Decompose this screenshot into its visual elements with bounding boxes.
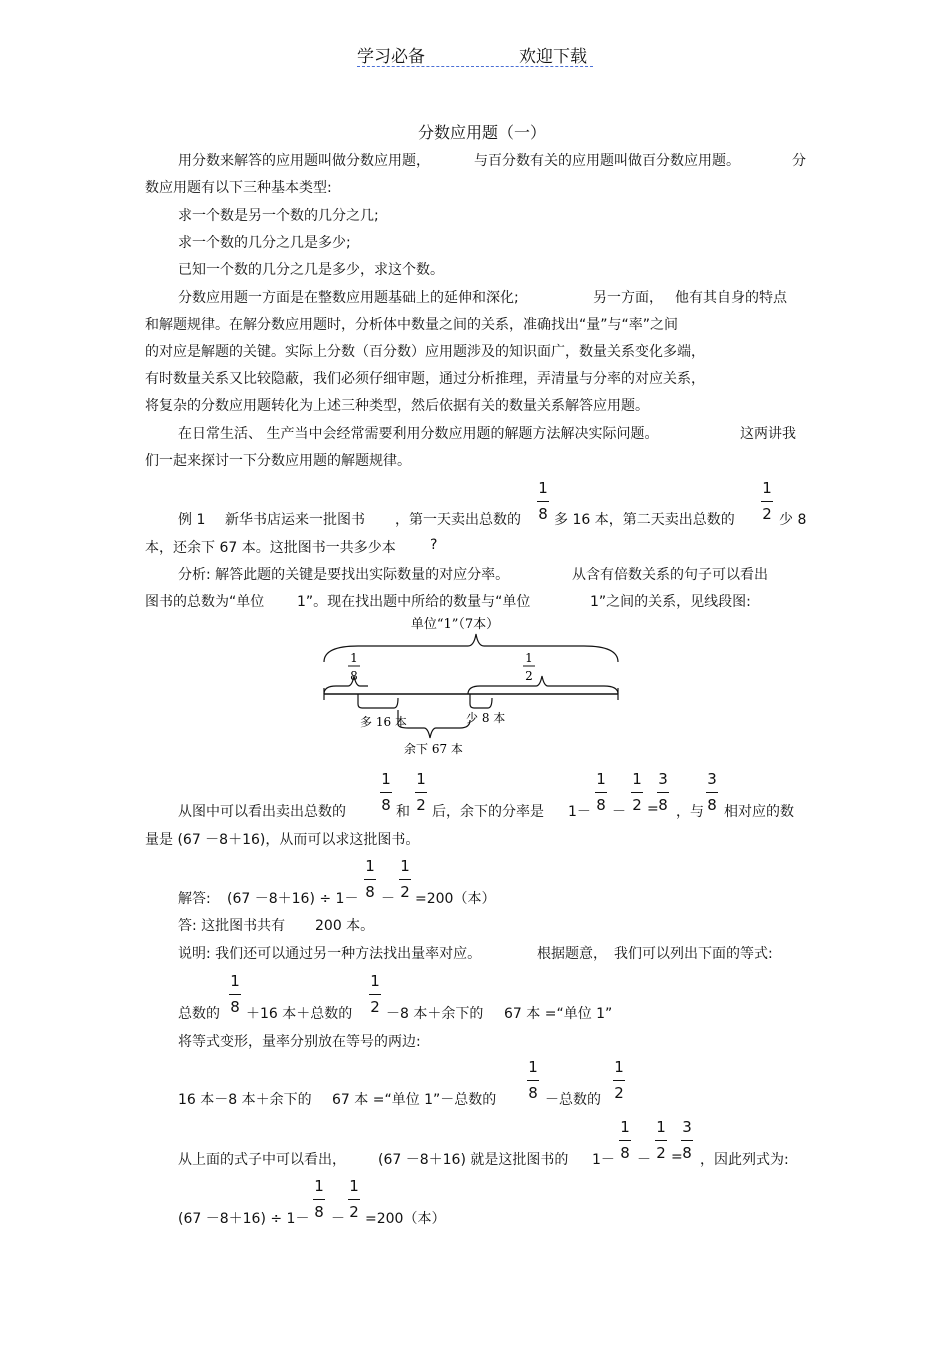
numerator: 1 (314, 1177, 324, 1195)
analysis-text: 1”之间的关系，见线段图: (590, 594, 751, 610)
fraction-1-8 (379, 771, 393, 814)
example-label: 例 1 (178, 512, 206, 528)
body-text: 和 (396, 804, 410, 820)
fraction-1-2 (368, 973, 382, 1016)
denominator: 8 (365, 883, 375, 901)
denominator: 2 (632, 796, 642, 814)
equation-text: － (331, 1211, 345, 1227)
answer-text: － (381, 891, 395, 907)
fraction-1-8 (228, 973, 242, 1016)
numerator: 1 (370, 972, 380, 990)
example-text: ? (430, 537, 438, 553)
fraction-1-8 (594, 771, 608, 814)
rest-brace (398, 710, 470, 738)
body-text: 相对应的数 (724, 804, 794, 820)
body-text: 1－ (568, 804, 591, 820)
numerator: 1 (632, 770, 642, 788)
header-right: 欢迎下载 (519, 47, 587, 67)
equation-text: － (637, 1152, 651, 1168)
intro-text: 的对应是解题的关键。实际上分数（百分数）应用题涉及的知识面广，数量关系变化多端， (145, 344, 705, 360)
denominator: 8 (596, 796, 606, 814)
body-text: － (612, 804, 626, 820)
numerator: 1 (381, 770, 391, 788)
denominator: 8 (658, 796, 668, 814)
fraction-1-2 (347, 1178, 361, 1221)
note-text: 我们可以列出下面的等式: (614, 946, 773, 962)
eighth-brace (324, 676, 368, 694)
denominator: 2 (656, 1144, 666, 1162)
intro-text: 有时数量关系又比较隐蔽，我们必须仔细审题，通过分析推理，弄清量与分率的对应关系， (145, 371, 705, 387)
fraction-1-2 (654, 1119, 668, 1162)
denominator: 2 (349, 1203, 359, 1221)
numerator: 3 (682, 1118, 692, 1136)
answer-text: 答: 这批图书共有 (178, 918, 286, 934)
numerator: 1 (596, 770, 606, 788)
example-text: 少 8 (779, 512, 807, 528)
numerator: 1 (416, 770, 426, 788)
denominator: 8 (682, 1144, 692, 1162)
fraction-1-2 (760, 480, 774, 523)
rest-label: 余下 67 本 (404, 742, 463, 756)
numerator: 1 (762, 479, 772, 497)
segment-diagram (318, 612, 624, 762)
intro-text: 分数应用题一方面是在整数应用题基础上的延伸和深化; (178, 290, 519, 306)
denominator: 8 (707, 796, 717, 814)
fraction-1-2 (414, 771, 428, 814)
numerator: 3 (707, 770, 717, 788)
intro-text: 分 (792, 153, 806, 169)
fraction-3-8 (705, 771, 719, 814)
denominator: 8 (528, 1084, 538, 1102)
numerator: 1 (614, 1058, 624, 1076)
fraction-1-8 (536, 480, 550, 523)
denominator: 8 (620, 1144, 630, 1162)
page-header (357, 42, 593, 67)
diagram-top-label: 单位“1”（7本） (410, 617, 500, 632)
intro-text: 和解题规律。在解分数应用题时，分析体中数量之间的关系，准确找出“量”与“率”之间 (145, 317, 679, 333)
diagram-frac-num: 1 (525, 651, 533, 665)
intro-text: 在日常生活、 生产当中会经常需要利用分数应用题的解题方法解决实际问题。 (178, 426, 659, 442)
analysis-text: 图书的总数为“单位 (145, 594, 265, 610)
example-text: 本，还余下 67 本。这批图书一共多少本 (145, 540, 396, 556)
intro-text: 他有其自身的特点 (675, 290, 787, 306)
analysis-text: 分析: 解答此题的关键是要找出实际数量的对应分率。 (178, 567, 510, 583)
analysis-text: 1”。现在找出题中所给的数量与“单位 (297, 594, 531, 610)
header-left: 学习必备 (357, 47, 425, 67)
equation-text: ＋16 本＋总数的 (246, 1006, 353, 1022)
note-text: 从上面的式子中可以看出， (178, 1152, 346, 1168)
fraction-1-2 (612, 1059, 626, 1102)
numerator: 3 (658, 770, 668, 788)
note-text: 说明: 我们还可以通过另一种方法找出量率对应。 (178, 946, 482, 962)
less-bracket (470, 694, 492, 708)
denominator: 8 (314, 1203, 324, 1221)
denominator: 8 (230, 998, 240, 1016)
numerator: 1 (349, 1177, 359, 1195)
analysis-text: 从含有倍数关系的句子可以看出 (572, 567, 768, 583)
diagram-frac-den: 2 (525, 669, 533, 683)
diagram-frac-den: 8 (350, 669, 358, 683)
intro-text: 与百分数有关的应用题叫做百分数应用题。 (474, 153, 740, 169)
numerator: 1 (620, 1118, 630, 1136)
type-item: 求一个数是另一个数的几分之几; (178, 208, 379, 224)
fraction-1-8 (618, 1119, 632, 1162)
answer-text: 200 本。 (315, 918, 375, 934)
equation-text: －8 本＋余下的 (386, 1006, 484, 1022)
fraction-1-8 (363, 858, 377, 901)
example-text: 多 16 本，第二天卖出总数的 (554, 512, 735, 528)
numerator: 1 (400, 857, 410, 875)
fraction-1-8 (312, 1178, 326, 1221)
answer-label: 解答: (178, 891, 211, 907)
answer-text: =200（本） (415, 891, 496, 907)
intro-text: 这两讲我 (740, 426, 796, 442)
denominator: 8 (381, 796, 391, 814)
body-text: = (647, 801, 659, 817)
body-text: 从图中可以看出卖出总数的 (178, 804, 346, 820)
body-text: ，与 (676, 804, 704, 820)
intro-text: 用分数来解答的应用题叫做分数应用题， (178, 153, 430, 169)
equation-text: 总数的 (178, 1006, 220, 1022)
equation-text: 1－ (592, 1152, 615, 1168)
numerator: 1 (528, 1058, 538, 1076)
type-item: 已知一个数的几分之几是多少，求这个数。 (178, 262, 444, 278)
intro-text: 们一起来探讨一下分数应用题的解题规律。 (145, 453, 411, 469)
denominator: 8 (538, 505, 548, 523)
example-text: 新华书店运来一批图书 (225, 512, 365, 528)
diagram-frac-num: 1 (350, 651, 358, 665)
answer-text: (67 －8＋16) ÷ 1－ (227, 891, 359, 907)
denominator: 2 (614, 1084, 624, 1102)
denominator: 2 (762, 505, 772, 523)
equation-text: 67 本 =“单位 1”－总数的 (332, 1092, 497, 1108)
numerator: 1 (230, 972, 240, 990)
fraction-1-2 (630, 771, 644, 814)
fraction-3-8 (680, 1119, 694, 1162)
equation-text: 16 本－8 本＋余下的 (178, 1092, 312, 1108)
more-label: 多 16 本 (360, 715, 407, 729)
equation-text: 67 本 =“单位 1” (504, 1006, 613, 1022)
body-text: 后，余下的分率是 (432, 804, 544, 820)
equation-text: =200（本） (365, 1211, 446, 1227)
note-text: 将等式变形，量率分别放在等号的两边: (178, 1034, 421, 1050)
note-text: (67 －8＋16) 就是这批图书的 (378, 1152, 569, 1168)
top-brace (324, 634, 618, 662)
less-label: 少 8 本 (466, 711, 506, 725)
equation-text: (67 －8＋16) ÷ 1－ (178, 1211, 310, 1227)
intro-text: 数应用题有以下三种基本类型: (145, 180, 332, 196)
note-text: 根据题意， (537, 946, 607, 962)
body-text: 量是 (67 －8＋16)，从而可以求这批图书。 (145, 832, 420, 848)
equation-text: －总数的 (545, 1092, 601, 1108)
denominator: 2 (370, 998, 380, 1016)
intro-text: 将复杂的分数应用题转化为上述三种类型，然后依据有关的数量关系解答应用题。 (145, 398, 649, 414)
more-bracket (358, 694, 398, 708)
page-title: 分数应用题（一） (418, 123, 547, 142)
example-text: ，第一天卖出总数的 (395, 512, 521, 528)
numerator: 1 (656, 1118, 666, 1136)
denominator: 2 (400, 883, 410, 901)
fraction-1-2 (398, 858, 412, 901)
numerator: 1 (538, 479, 548, 497)
numerator: 1 (365, 857, 375, 875)
type-item: 求一个数的几分之几是多少; (178, 235, 351, 251)
denominator: 2 (416, 796, 426, 814)
half-brace (468, 676, 618, 694)
note-text: ，因此列式为: (700, 1152, 789, 1168)
fraction-1-8 (526, 1059, 540, 1102)
fraction-3-8 (656, 771, 670, 814)
intro-text: 另一方面， (593, 290, 663, 306)
equation-text: = (671, 1149, 683, 1165)
